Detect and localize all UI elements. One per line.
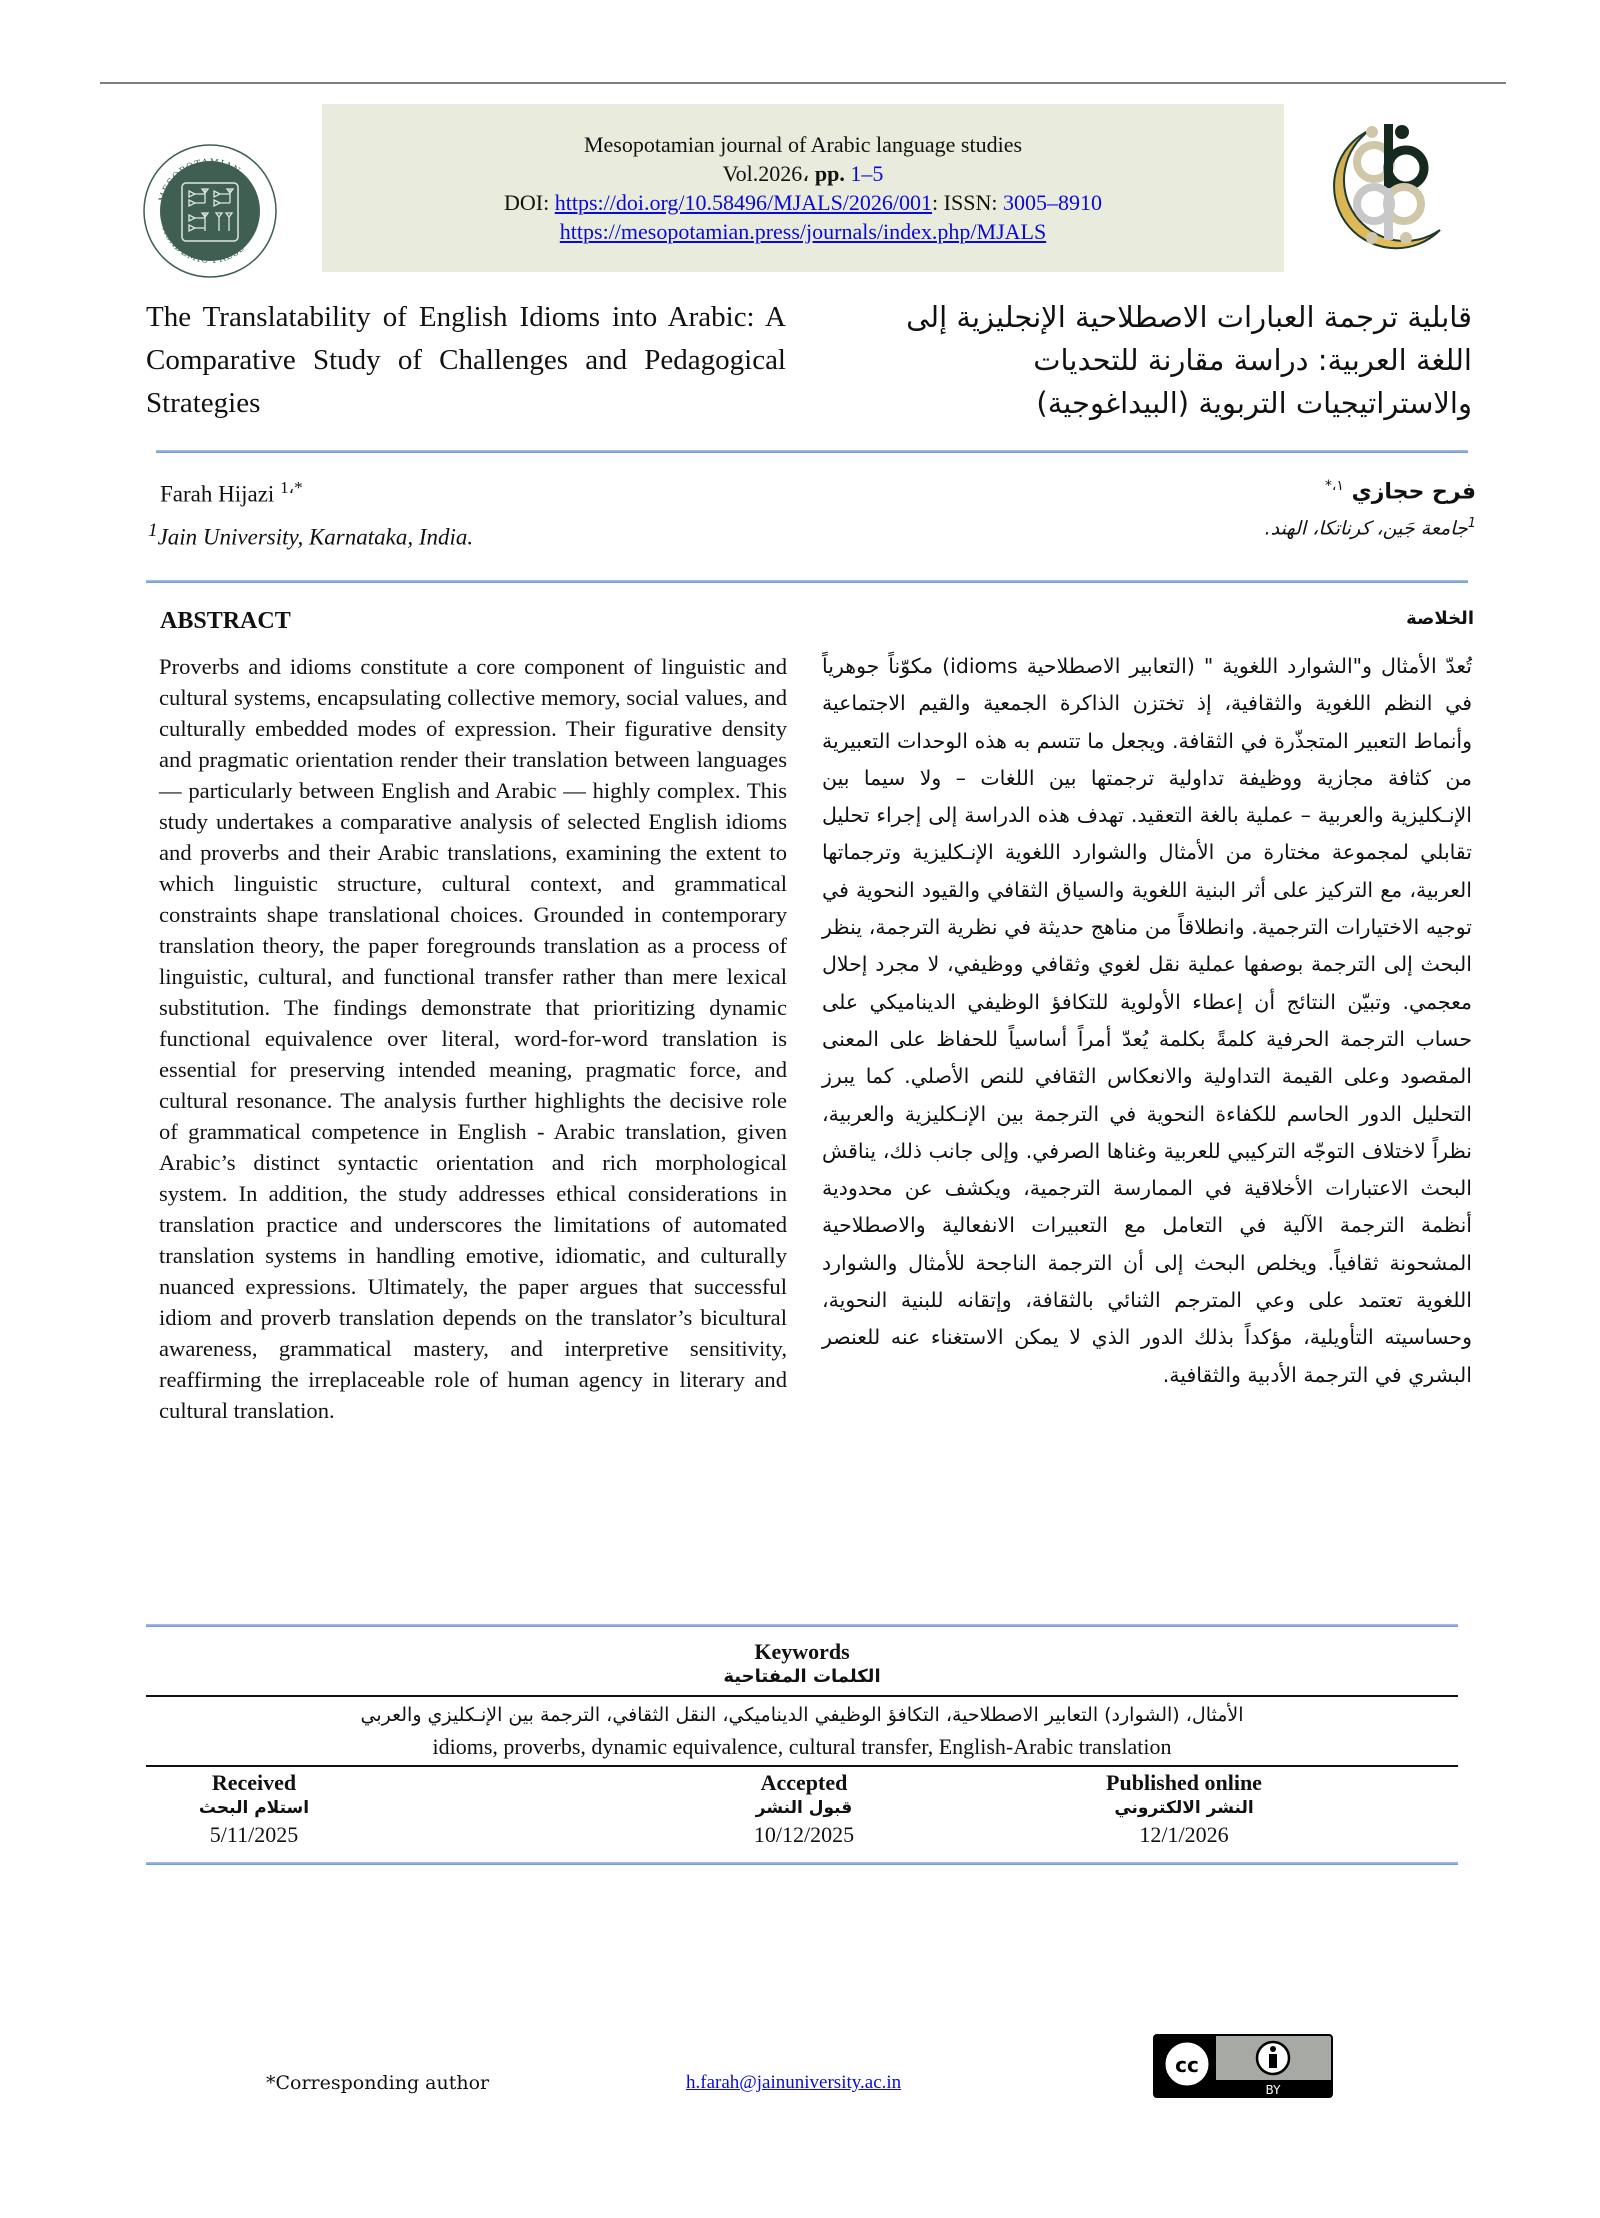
corresponding-email-link[interactable]: h.farah@jainuniversity.ac.in (686, 2072, 902, 2093)
svg-text:MESOPOTAMIAN: MESOPOTAMIAN (157, 157, 243, 204)
divider-rule (146, 1624, 1458, 1627)
author-name-english: Farah Hijazi $^{1،*}$ (160, 478, 303, 507)
abstract-text-english: Proverbs and idioms constitute a core component of linguistic and cultural systems, encapsulating collective memory, social values, and culturally embedded modes of expression. Their figurative density and pragmatic orientation render their translation between languages — particularly between English and Arabic — highly complex. This study undertakes a comparative analysis of selected English idioms and proverbs and their Arabic translations, examining the extent to which linguistic structure, cultural context, and grammatical constraints shape translational choices. Grounded in contemporary translation theory, the paper foregrounds translation as a process of linguistic, cultural, and functional transfer rather than mere lexical substitution. The findings demonstrate that prioritizing dynamic functional equivalence over literal, word-for-word translation is essential for preserving intended meaning, pragmatic force, and cultural resonance. The analysis further highlights the decisive role of grammatical competence in English - Arabic translation, given Arabic’s distinct syntactic orientation and rich morphological system. In addition, the study addresses ethical considerations in translation practice and underscores the limitations of automated translation systems in handling emotive, idiomatic, and culturally nuanced expressions. Ultimately, the paper argues that successful idiom and proverb translation depends on the translator’s bicultural awareness, grammatical mastery, and interpretive sensitivity, reaffirming the irreplaceable role of human agency in literary and cultural translation. (159, 654, 787, 1423)
abstract-text-arabic: تُعدّ الأمثال و"الشوارد اللغوية " (التعابير الاصطلاحية idioms) مكوّناً جوهرياً في النظم اللغوية والثقافية، إذ تختزن الذاكرة الجمعية والقيم الاجتماعية وأنماط التعبير المتجذّرة في الثقافة. ويجعل ما تتسم به هذه الوحدات التعبيرية من كثافة مجازية ووظيفة تداولية ترجمتها بين اللغات – ولا سيما بين الإنـكليزية والعربية – عملية بالغة التعقيد. تهدف هذه الدراسة إلى إجراء تحليل تقابلي لمجموعة مختارة من الأمثال والشوارد اللغوية الإنـكليزية وترجماتها العربية، مع التركيز على أثر البنية اللغوية والسياق الثقافي والقيود النحوية في توجيه الاختيارات الترجمية. وانطلاقاً من مناهج حديثة في نظرية الترجمة، ينظر البحث إلى الترجمة بوصفها عملية نقل لغوي وثقافي ووظيفي، لا مجرد إحلال معجمي. وتبيّن النتائج أن إعطاء الأولوية للتكافؤ الوظيفي الديناميكي على حساب الترجمة الحرفية كلمةً بكلمة يُعدّ أمراً أساسياً للحفاظ على المعنى المقصود وعلى القيمة التداولية والانعكاس الثقافي للنص الأصلي. كما يبرز التحليل الدور الحاسم للكفاءة النحوية في الترجمة بين الإنـكليزية والعربية، نظراً لاختلاف التوجّه التركيبي للعربية وغناها الصرفي. وإلى جانب ذلك، يناقش البحث الاعتبارات الأخلاقية في الممارسة الترجمية، ويكشف عن محدودية أنظمة الترجمة الآلية في التعامل مع التعبيرات الانفعالية والاصطلاحية المشحونة ثقافياً. ويخلص البحث إلى أن الترجمة الناجحة للأمثال والشوارد اللغوية تعتمد على وعي المترجم الثنائي بالثقافة، وإتقانه للبنية النحوية، وحساسيته التأويلية، مؤكداً بذلك الدور الذي لا يمكن الاستغناء عنه للعنصر البشري في الترجمة الأدبية والثقافية. (822, 654, 1472, 1387)
abstract-heading-english: ABSTRACT (160, 608, 291, 634)
author-name-arabic: فرح حجازي $^{١،*}$ (1324, 478, 1476, 505)
svg-text:BY: BY (1265, 2083, 1281, 2097)
keywords-heading-arabic: الكلمات المفتاحية (723, 1666, 881, 1687)
mesopotamian-academic-press-logo (142, 143, 278, 279)
divider-rule (156, 450, 1468, 453)
affiliation-english: $^1$Jain University, Karnataka, India. (148, 520, 474, 550)
journal-name: Mesopotamian journal of Arabic language studies (583, 132, 1023, 157)
journal-crescent-logo (1318, 112, 1448, 272)
affiliation-arabic: $^1$جامعة جَين، كرناتكا، الهند. (1264, 516, 1476, 540)
divider-rule (146, 1765, 1458, 1767)
keywords-heading-english: Keywords (754, 1639, 850, 1664)
corresponding-author-label: *Corresponding author (266, 2072, 490, 2094)
publication-dates (146, 1770, 1458, 1850)
journal-header (322, 104, 1284, 272)
abstract-heading-arabic: الخلاصة (1406, 608, 1474, 629)
divider-rule (146, 1695, 1458, 1697)
divider-rule (146, 1862, 1458, 1865)
journal-url-link[interactable]: https://mesopotamian.press/journals/index.php/MJALS (559, 219, 1047, 244)
date-accepted: Accepted قبول النشر 10/12/2025 (753, 1770, 855, 1847)
keywords-list-arabic: الأمثال، (الشوارد) التعابير الاصطلاحية، التكافؤ الوظيفي الديناميكي، النقل الثقافي، الترجمة بين الإنـكليزي والعربي (360, 1704, 1244, 1726)
cc-by-icon[interactable] (1153, 2034, 1333, 2098)
pages-value: 1–5 (850, 161, 884, 186)
svg-text:ACADEMIC PRESS: ACADEMIC PRESS (159, 225, 248, 267)
divider-rule (146, 580, 1468, 583)
svg-text:cc: cc (1175, 2053, 1199, 2077)
title-arabic: قابلية ترجمة العبارات الاصطلاحية الإنجليزية إلى اللغة العربية: دراسة مقارنة للتحديات والاستراتيجيات التربوية (البيداغوجية) (906, 300, 1472, 420)
top-rule (100, 82, 1506, 84)
keywords-list-english: idioms, proverbs, dynamic equivalence, cultural transfer, English-Arabic translation (432, 1734, 1172, 1759)
doi-line: DOI: https://doi.org/10.58496/MJALS/2026/001: ISSN: 3005–8910 (504, 190, 1102, 215)
date-received: Received استلام البحث 5/11/2025 (198, 1770, 310, 1847)
title-english: The Translatability of English Idioms into Arabic: A Comparative Study of Challenges and Pedagogical Strategies (146, 301, 786, 419)
date-published: Published online النشر الالكتروني 12/1/2026 (1106, 1770, 1262, 1847)
issn-value: 3005–8910 (1002, 190, 1102, 215)
doi-link[interactable]: https://doi.org/10.58496/MJALS/2026/001 (554, 190, 933, 215)
volume-pages: Vol.2026، pp. 1–5 (722, 161, 884, 186)
